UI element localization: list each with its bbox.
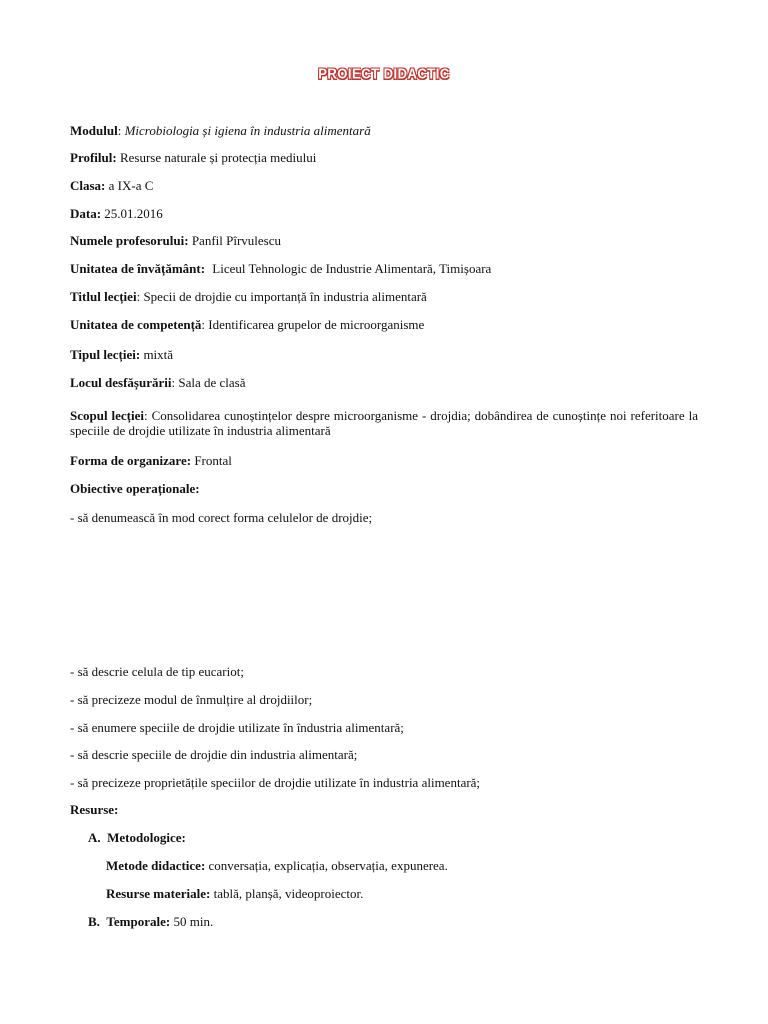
field-value: Sala de clasă — [178, 375, 246, 390]
resources-a — [88, 830, 186, 845]
field-unitatea — [70, 261, 698, 276]
objective-item: - să descrie speciile de drojdie din industria alimentară; — [70, 747, 358, 762]
field-value: Consolidarea cunoștințelor despre microorganisme - drojdia; dobândirea de cunoștințe noi referitoare la speciile de drojdie utilizate în industria alimentară — [70, 408, 698, 438]
field-label: Unitatea de competență — [70, 317, 202, 332]
field-label: Locul desfășurării — [70, 375, 172, 390]
field-label: Unitatea de învățământ: — [70, 261, 206, 276]
field-locul: Locul desfășurării: Sala de clasă — [70, 375, 246, 390]
field-value: Specii de drojdie cu importanță în industria alimentară — [143, 289, 427, 304]
field-value: Microbiologia și igiena în industria alimentară — [124, 123, 371, 138]
field-value: mixtă — [143, 347, 174, 362]
field-data — [70, 206, 698, 221]
resources-b-label: Temporale: — [106, 914, 171, 929]
field-titlul: Titlul lecției: Specii de drojdie cu importanță în industria alimentară — [70, 289, 427, 304]
resources-a-label: Metodologice: — [107, 830, 186, 845]
field-value: Resurse naturale și protecția mediului — [119, 150, 317, 165]
field-label: Forma de organizare: — [70, 453, 192, 468]
field-label: Tipul lecției: — [70, 347, 141, 362]
resource-metode — [106, 858, 448, 873]
field-profilul — [70, 150, 698, 165]
field-label: Titlul lecției — [70, 289, 137, 304]
field-value: a IX-a C — [108, 178, 154, 193]
field-value: 50 min. — [173, 914, 214, 929]
field-tipul — [70, 347, 698, 362]
document-title: PROIECT DIDACTIC — [318, 64, 450, 83]
resource-materiale — [106, 886, 363, 901]
resources-b — [88, 914, 213, 929]
field-modulul: Modulul: Microbiologia și igiena în industria alimentară — [70, 123, 371, 138]
field-label: Modulul — [70, 123, 118, 138]
objectives-heading: Obiective operaționale: — [70, 481, 200, 496]
resources-heading: Resurse: — [70, 802, 119, 817]
field-competenta: Unitatea de competență: Identificarea grupelor de microorganisme — [70, 317, 425, 332]
objective-item: - să precizeze proprietățile speciilor de drojdie utilizate în industria alimentară; — [70, 775, 481, 790]
objective-item: - să denumească în mod corect forma celulelor de drojdie; — [70, 510, 373, 525]
objective-item: - să descrie celula de tip eucariot; — [70, 664, 244, 679]
objective-item: - să precizeze modul de înmulțire al drojdiilor; — [70, 692, 313, 707]
field-label: Scopul lecției — [70, 408, 144, 423]
field-value: Liceul Tehnologic de Industrie Alimentară, Timișoara — [212, 261, 492, 276]
field-clasa — [70, 178, 698, 193]
field-label: Metode didactice: — [106, 858, 206, 873]
field-value: Frontal — [194, 453, 232, 468]
field-label: Profilul: — [70, 150, 117, 165]
field-forma — [70, 453, 698, 468]
field-label: Data: — [70, 206, 102, 221]
field-value: conversația, explicația, observația, expunerea. — [208, 858, 448, 873]
field-value: 25.01.2016 — [104, 206, 163, 221]
field-scopul: Scopul lecției: Consolidarea cunoștințelor despre microorganisme - drojdia; dobândirea de cunoștințe noi referitoare la speciile de drojdie utilizate în industria alimentară — [70, 408, 698, 438]
objective-item: - să enumere speciile de drojdie utilizate în îndustria alimentară; — [70, 720, 404, 735]
list-marker: A. — [88, 830, 101, 845]
field-label: Clasa: — [70, 178, 106, 193]
field-label: Numele profesorului: — [70, 233, 189, 248]
list-marker: B. — [88, 914, 100, 929]
field-label: Resurse materiale: — [106, 886, 211, 901]
field-profesor — [70, 233, 698, 248]
field-value: Identificarea grupelor de microorganisme — [208, 317, 425, 332]
field-value: tablă, planșă, videoproiector. — [213, 886, 364, 901]
field-value: Panfil Pîrvulescu — [191, 233, 281, 248]
